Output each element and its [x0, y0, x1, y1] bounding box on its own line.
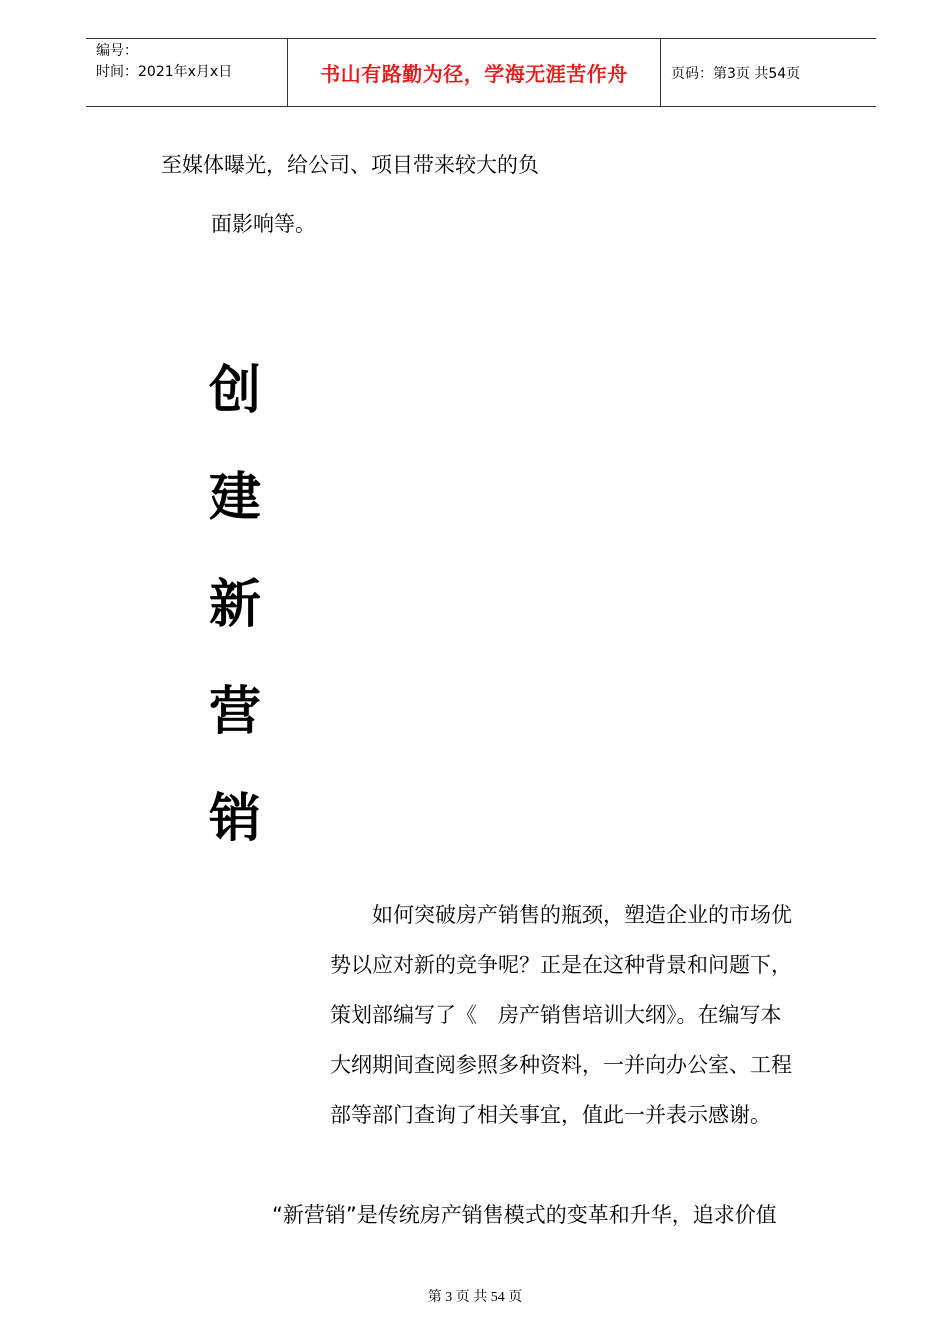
title-char-2: 建: [208, 467, 261, 528]
title-char-1: 创: [208, 360, 261, 421]
paragraph-1-line-2: 势以应对新的竞争呢？正是在这种背景和问题下，: [330, 953, 792, 977]
header-motto-cell: [288, 39, 661, 106]
header-page-info-cell: [661, 39, 876, 106]
page-footer: 第 3 页 共 54 页: [427, 1290, 523, 1305]
paragraph-1-line-1: 如何突破房产销售的瓶颈，塑造企业的市场优: [330, 903, 792, 927]
paragraph-2-line-1: “新营销”是传统房产销售模式的变革和升华，追求价值: [272, 1203, 777, 1227]
paragraph-1-line-3: 策划部编写了《 房产销售培训大纲》。在编写本: [330, 1003, 782, 1027]
paragraph-1-line-4: 大纲期间查阅参照多种资料，一并向办公室、工程: [330, 1053, 792, 1077]
page-header: [86, 38, 876, 107]
header-motto: 书山有路勤为径，学海无涯苦作舟: [320, 62, 628, 86]
body-line-1: 至媒体曝光，给公司、项目带来较大的负: [161, 153, 539, 177]
body-line-2: 面影响等。: [211, 212, 316, 236]
title-char-3: 新: [208, 574, 261, 635]
header-page-info: 页码：第3页 共54页: [671, 65, 801, 82]
document-number-label: 编号：: [96, 43, 138, 59]
title-char-5: 销: [208, 788, 261, 849]
document-time-label: 时间：2021年x月x日: [96, 64, 233, 80]
header-meta: [86, 39, 288, 106]
title-char-4: 营: [208, 681, 261, 742]
paragraph-1-line-5: 部等部门查询了相关事宜，值此一并表示感谢。: [330, 1103, 771, 1127]
